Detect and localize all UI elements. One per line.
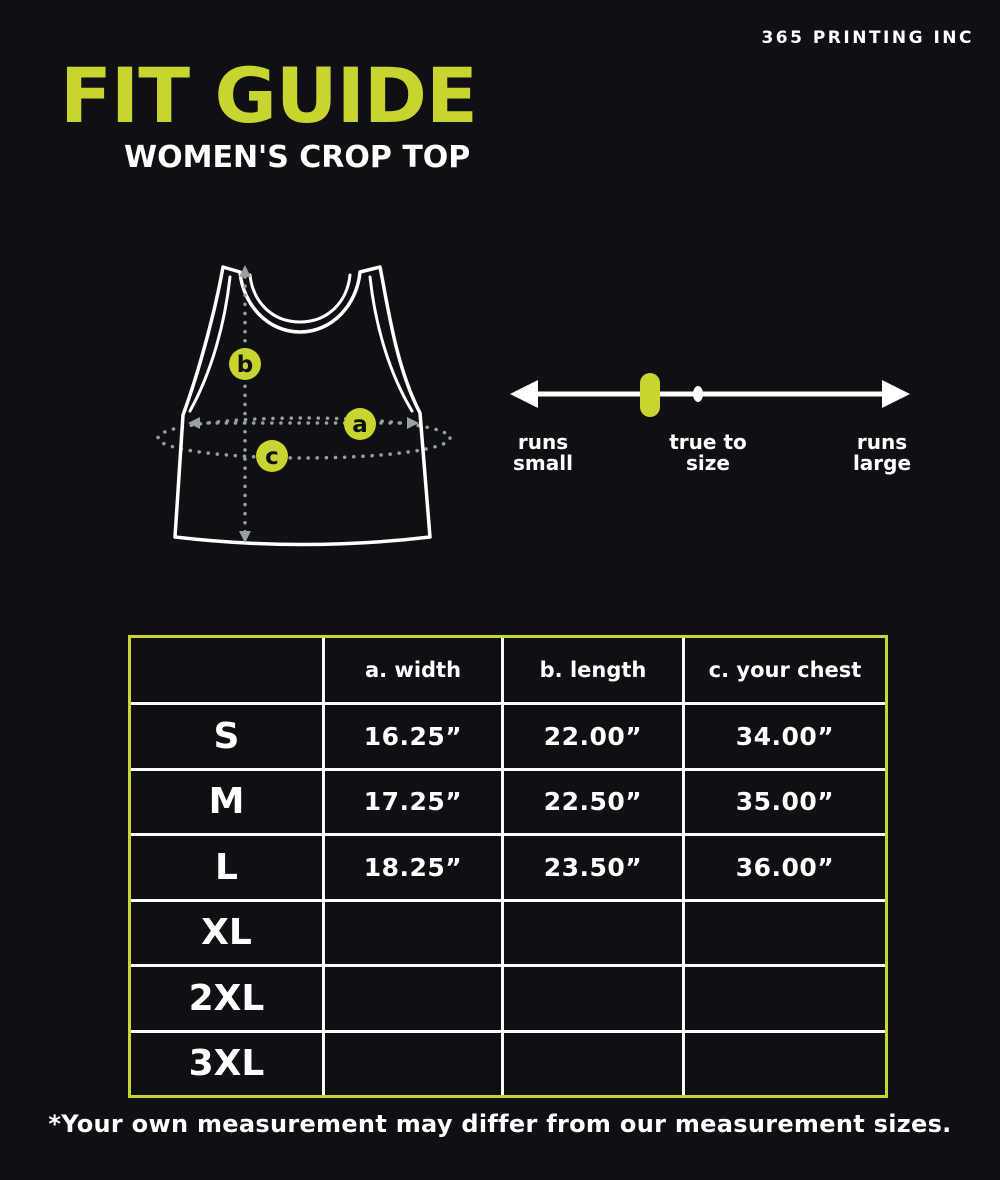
chest-ellipse-dotted (158, 418, 450, 458)
value-2xl-width (325, 967, 501, 1030)
fit-scale-arrow-left (510, 380, 538, 408)
fit-scale (505, 368, 915, 488)
fit-scale-arrow-right (882, 380, 910, 408)
scale-label-runs-small: runs small (513, 430, 573, 475)
page-subtitle: WOMEN'S CROP TOP (124, 140, 471, 175)
value-xl-width (325, 902, 501, 965)
marker-c-label: c (265, 444, 279, 470)
col-header-width: a. width (325, 638, 501, 702)
true-to-size-dot (693, 386, 703, 402)
size-label-xl: XL (131, 902, 322, 965)
neckline-inner (250, 275, 350, 322)
measurement-disclaimer: *Your own measurement may differ from our measurement sizes. (48, 1110, 952, 1138)
value-3xl-chest (685, 1033, 885, 1096)
marker-a (344, 408, 376, 440)
marker-b-label: b (236, 352, 254, 378)
marker-a-label: a (352, 412, 368, 438)
value-s-chest: 34.00” (685, 705, 885, 768)
col-header-size (131, 638, 322, 702)
size-label-2xl: 2XL (131, 967, 322, 1030)
value-l-width: 18.25” (325, 836, 501, 899)
marker-c (256, 440, 288, 472)
value-s-width: 16.25” (325, 705, 501, 768)
crop-top-illustration (140, 245, 480, 565)
fit-scale-axis (505, 368, 915, 422)
size-table (128, 635, 888, 1098)
brand-name: 365 PRINTING INC (761, 28, 974, 48)
size-label-m: M (131, 771, 322, 834)
size-label-3xl: 3XL (131, 1033, 322, 1096)
width-arrow-right (407, 417, 419, 429)
value-l-chest: 36.00” (685, 836, 885, 899)
value-xl-length (504, 902, 682, 965)
value-m-length: 22.50” (504, 771, 682, 834)
col-header-chest: c. your chest (685, 638, 885, 702)
value-3xl-length (504, 1033, 682, 1096)
value-s-length: 22.00” (504, 705, 682, 768)
col-header-length: b. length (504, 638, 682, 702)
armhole-right-inner (370, 277, 412, 411)
scale-label-runs-large: runs large (852, 430, 912, 475)
marker-b (229, 348, 261, 380)
garment-outline (175, 267, 430, 545)
size-label-l: L (131, 836, 322, 899)
armhole-left-inner (190, 277, 230, 411)
value-3xl-width (325, 1033, 501, 1096)
fit-indicator-pill (640, 373, 660, 417)
width-arrow-left (188, 417, 200, 429)
value-l-length: 23.50” (504, 836, 682, 899)
value-xl-chest (685, 902, 885, 965)
page-title: FIT GUIDE (60, 51, 477, 140)
value-m-chest: 35.00” (685, 771, 885, 834)
scale-label-true-to-size: true to size (669, 430, 747, 475)
size-label-s: S (131, 705, 322, 768)
value-m-width: 17.25” (325, 771, 501, 834)
value-2xl-chest (685, 967, 885, 1030)
garment-diagram (140, 245, 480, 565)
value-2xl-length (504, 967, 682, 1030)
